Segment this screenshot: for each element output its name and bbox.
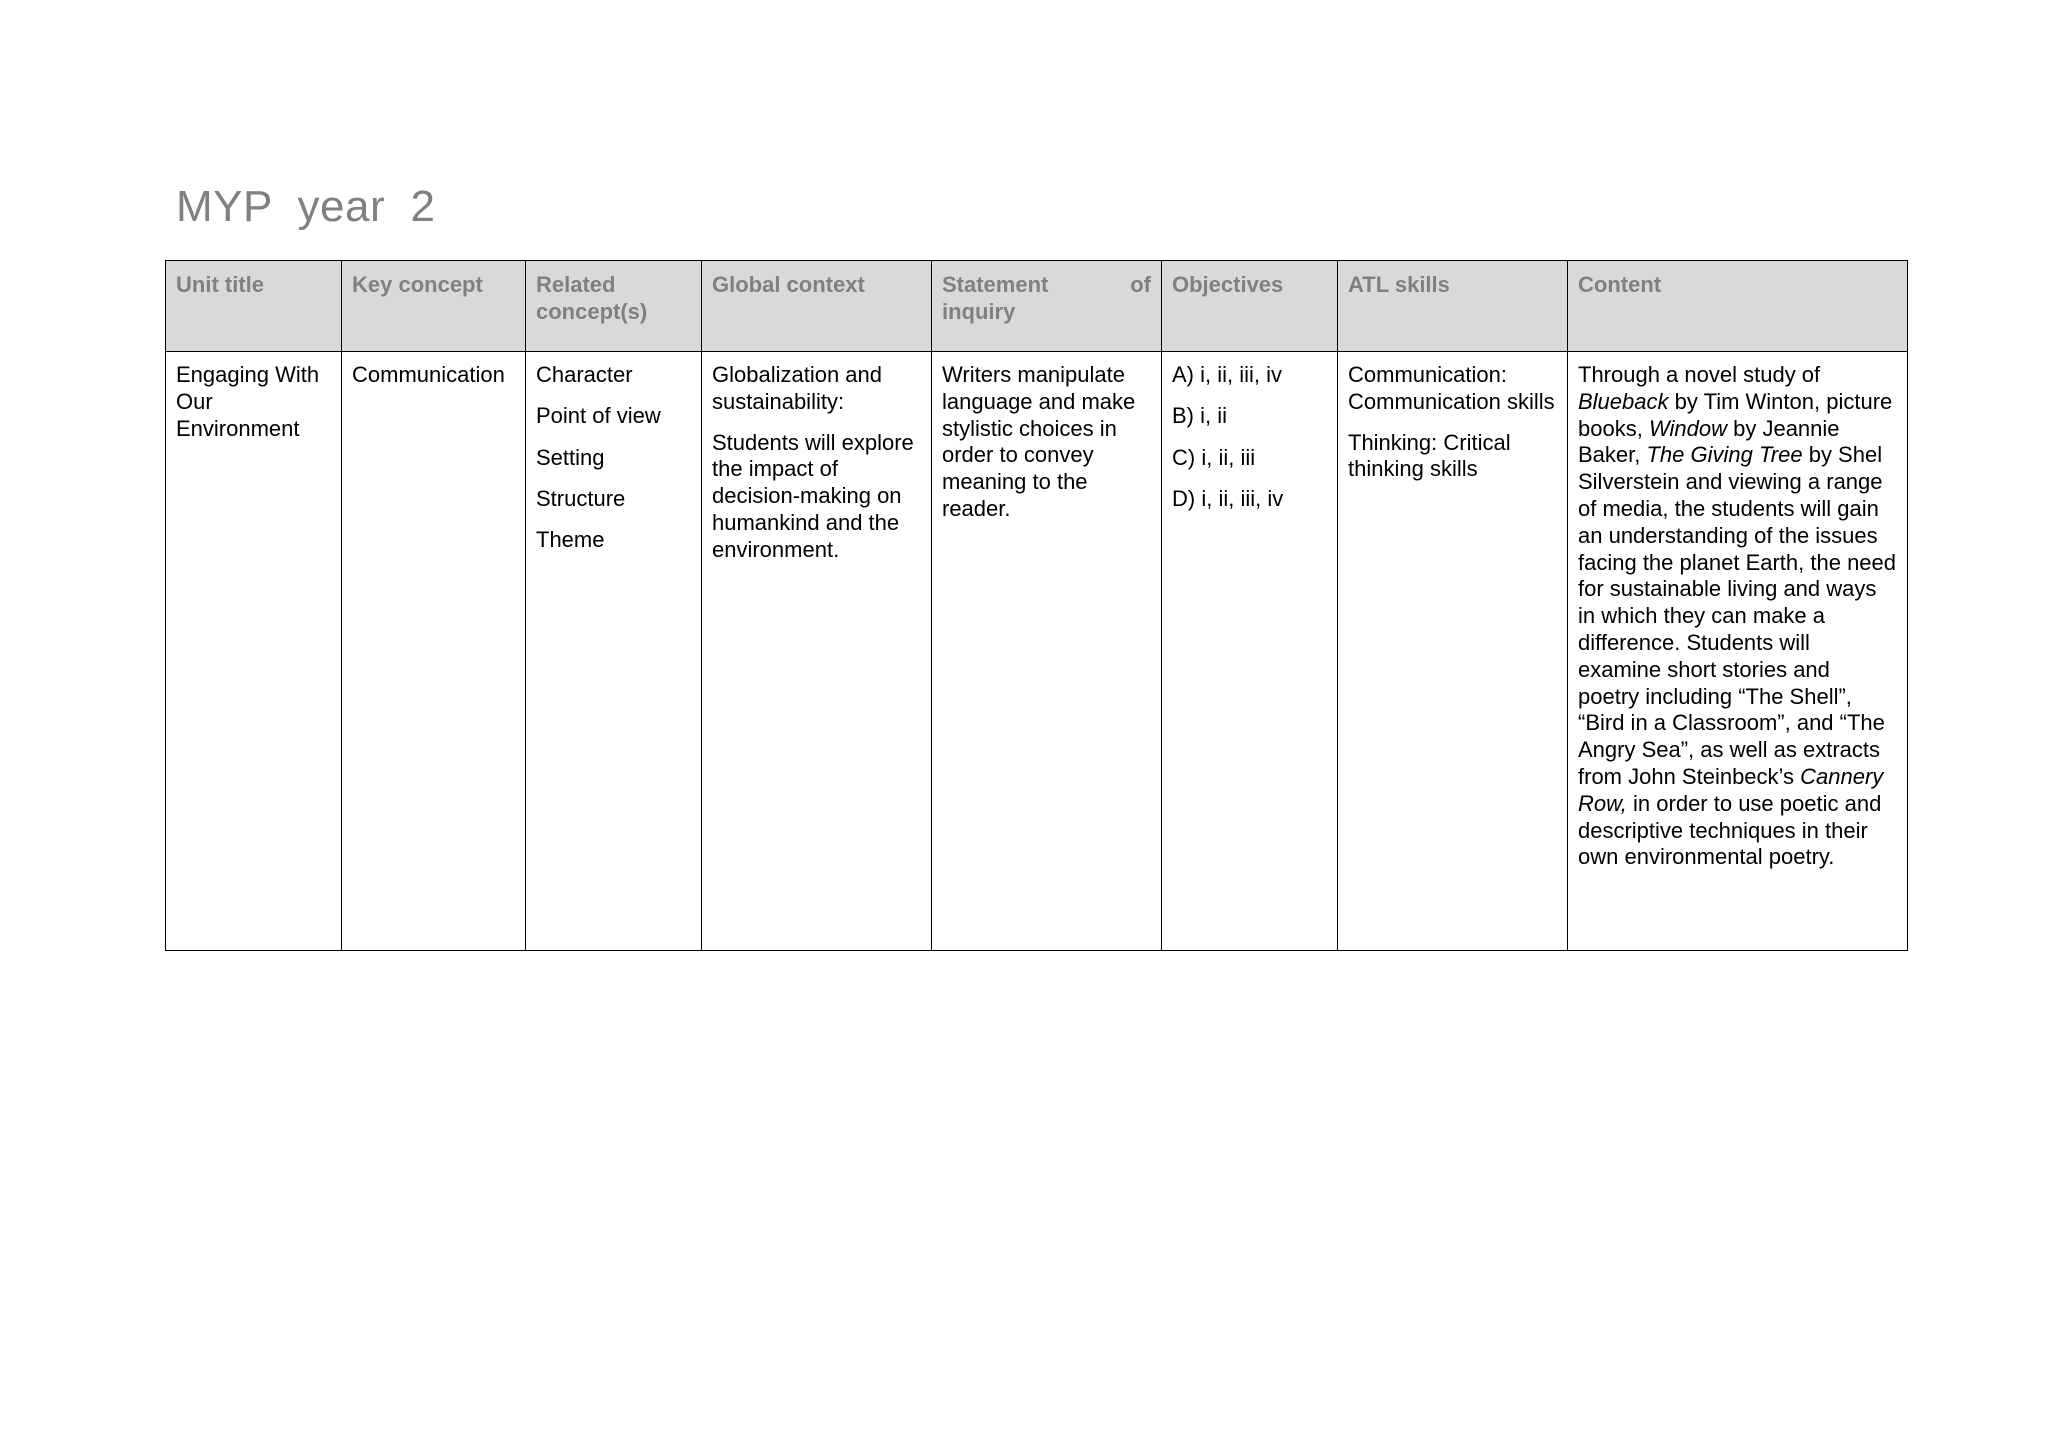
content-text: by Shel Silverstein and viewing a range of media, the students will gain an understanding of the issues facing the planet Earth, the need for sustainable living and ways in which they can make a difference. Students will examine short stories and poetry including “The Shell”, “Bird in a Classroom”, and “The Angry Sea”, as well as extracts from John Steinbeck’s xyxy=(1578,442,1897,789)
objective-item: A) i, ii, iii, iv xyxy=(1172,362,1282,387)
atl-skill-item: Thinking: Critical thinking skills xyxy=(1348,429,1511,482)
header-key-concept: Key concept xyxy=(342,261,526,352)
page-title: MYP year 2 xyxy=(176,182,436,231)
cell-global-context xyxy=(702,352,932,951)
header-statement-of-inquiry xyxy=(932,261,1162,352)
header-objectives: Objectives xyxy=(1162,261,1338,352)
objective-item: B) i, ii xyxy=(1172,403,1227,429)
header-inquiry-word: inquiry xyxy=(942,299,1016,324)
header-statement-word: Statement xyxy=(942,272,1049,297)
content-text: by Jeannie Baker, xyxy=(1578,415,1840,468)
cell-key-concept: Communication xyxy=(342,352,526,951)
atl-skill-item: Communication: Communication skills xyxy=(1348,362,1555,414)
cell-objectives xyxy=(1162,352,1338,951)
unit-planner-table xyxy=(165,260,1908,951)
header-of-word: of xyxy=(1130,272,1151,297)
related-concept-item: Character xyxy=(536,362,633,387)
header-unit-title: Unit title xyxy=(166,261,342,352)
related-concept-item: Setting xyxy=(536,444,605,470)
header-related-concepts: Related concept(s) xyxy=(526,261,702,352)
cell-related-concepts xyxy=(526,352,702,951)
content-text: by Tim Winton, picture books, xyxy=(1578,388,1893,441)
related-concept-item: Point of view xyxy=(536,403,661,429)
related-concept-item: Structure xyxy=(536,485,626,511)
header-content: Content xyxy=(1568,261,1908,352)
table-row xyxy=(166,352,1908,951)
cell-statement-of-inquiry: Writers manipulate language and make stylistic choices in order to convey meaning to the reader. xyxy=(932,352,1162,951)
cell-content xyxy=(1568,352,1908,951)
objective-item: C) i, ii, iii xyxy=(1172,444,1256,470)
content-title-giving-tree: The Giving Tree xyxy=(1646,442,1803,468)
content-text: Through a novel study of xyxy=(1578,362,1821,387)
cell-unit-title: Engaging With Our Environment xyxy=(166,352,342,951)
objective-item: D) i, ii, iii, iv xyxy=(1172,485,1284,511)
content-title-blueback: Blueback xyxy=(1578,388,1669,414)
global-context-heading: Globalization and sustainability: xyxy=(712,362,883,414)
header-row xyxy=(166,261,1908,352)
global-context-body: Students will explore the impact of decision-making on humankind and the environment. xyxy=(712,429,914,562)
cell-atl-skills xyxy=(1338,352,1568,951)
header-atl-skills: ATL skills xyxy=(1338,261,1568,352)
content-text: in order to use poetic and descriptive techniques in their own environmental poetry. xyxy=(1578,790,1882,870)
related-concept-item: Theme xyxy=(536,527,605,553)
content-title-cannery-row: Cannery Row, xyxy=(1578,763,1884,816)
content-title-window: Window xyxy=(1648,415,1727,441)
header-global-context: Global context xyxy=(702,261,932,352)
